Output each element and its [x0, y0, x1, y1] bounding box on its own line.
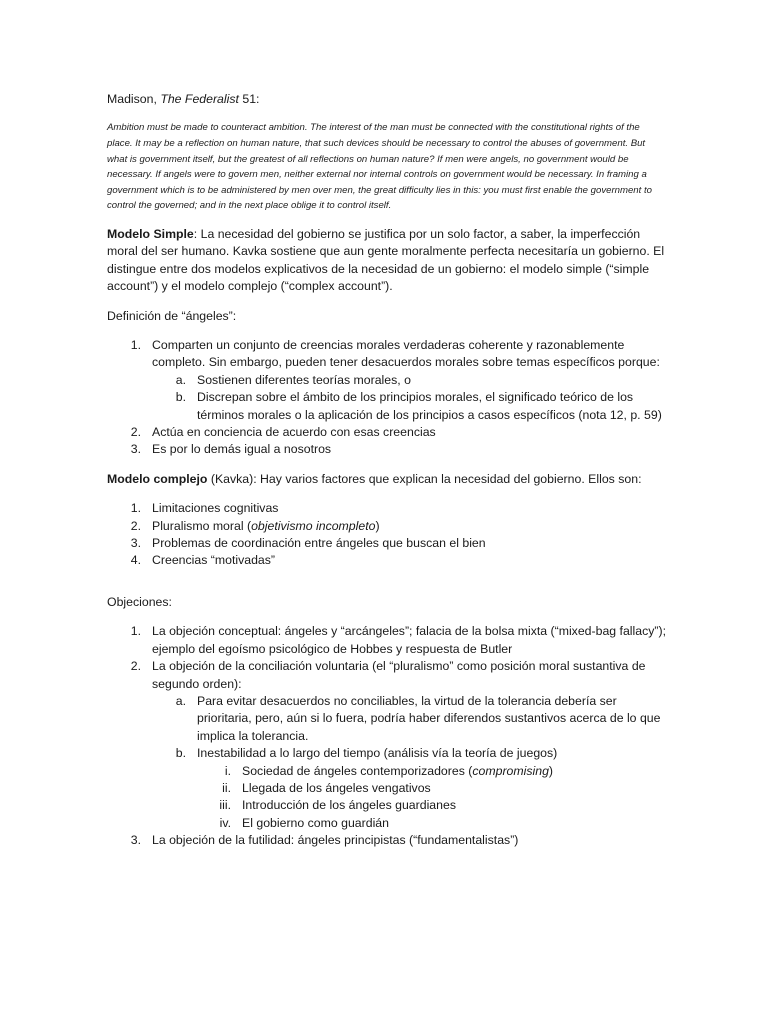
list-marker: 1.: [130, 338, 141, 352]
list-marker: 2.: [130, 425, 141, 440]
list-item-text: La objeción de la futilidad: ángeles principistas (“fundamentalistas”): [152, 833, 519, 848]
modelo-complejo-label: Modelo complejo: [107, 471, 208, 486]
list-item: [107, 658, 667, 832]
list-item-text: Comparten un conjunto de creencias morales verdaderas coherente y razonablemente completo. Sin embargo, pueden tener desacuerdos morales sobre temas específicos porque:: [152, 338, 660, 370]
list-item: [197, 780, 667, 797]
definicion-title: Definición de “ángeles”:: [107, 308, 237, 323]
list-marker: 1.: [130, 501, 141, 516]
list-item-text: Discrepan sobre el ámbito de los principios morales, el significado teórico de los términos morales o la aplicación de los principios a casos específicos (nota 12, p. 59): [197, 390, 662, 422]
list-item-text: El gobierno como guardián: [242, 815, 389, 830]
list-item: [197, 815, 667, 832]
list-item-text: Llegada de los ángeles vengativos: [242, 780, 431, 795]
heading-work-title: The Federalist: [160, 92, 239, 106]
list-marker: b.: [175, 746, 186, 761]
list-item: [152, 693, 667, 745]
list-item-text: La objeción conceptual: ángeles y “arcángeles”; falacia de la bolsa mixta (“mixed-bag fallacy”); ejemplo del egoísmo psicológico de Hobbes y respuesta de Butler: [152, 624, 667, 656]
federalist-quote: Ambition must be made to counteract ambition. The interest of the man must be connected with the constitutional rights of the place. It may be a reflection on human nature, that such devices should be necessary to control the abuses of government. But what is government itself, but the greatest of all reflections on human nature? If men were angels, no government would be necessary. If angels were to govern men, neither external nor internal controls on government would be necessary. In framing a government which is to be administered by men over men, the great difficulty lies in this: you must first enable the government to control the governed; and in the next place oblige it to control itself.: [107, 122, 652, 212]
list-marker: 4.: [130, 553, 141, 568]
list-item: [152, 372, 667, 389]
list-item-text: Para evitar desacuerdos no conciliables, la virtud de la tolerancia debería ser prioritaria, pero, aún si lo fuera, podría haber diferendos sustantivos acerca de lo que implica la tolerancia.: [197, 693, 661, 743]
list-item-text: Pluralismo moral (: [152, 518, 252, 533]
heading-author: Madison,: [107, 92, 161, 106]
modelo-simple-paragraph: [107, 226, 667, 296]
list-item-text: Es por lo demás igual a nosotros: [152, 442, 332, 457]
list-marker: 2.: [130, 659, 141, 674]
heading-number: 51:: [238, 92, 260, 106]
section-spacer: [107, 582, 667, 594]
objeciones-title: Objeciones:: [107, 594, 172, 609]
list-item: [107, 623, 667, 658]
list-marker: 3.: [130, 442, 141, 457]
list-item-italic-text: compromising: [472, 763, 549, 778]
list-item-text: Problemas de coordinación entre ángeles que buscan el bien: [152, 536, 486, 551]
list-item: [107, 518, 667, 535]
list-marker: a.: [175, 693, 186, 708]
list-item: [107, 535, 667, 552]
list-item: [107, 424, 667, 441]
definicion-list: [107, 337, 667, 459]
list-item-text: Introducción de los ángeles guardianes: [242, 798, 456, 813]
list-marker: 2.: [130, 518, 141, 533]
list-marker: 1.: [130, 624, 141, 639]
objeciones-subsublist: [197, 763, 667, 833]
list-marker: a.: [175, 372, 186, 387]
list-item-text: La objeción de la conciliación voluntaria (el “pluralismo” como posición moral sustantiva de segundo orden):: [152, 659, 646, 691]
modelo-complejo-text: (Kavka): Hay varios factores que explican la necesidad del gobierno. Ellos son:: [207, 471, 642, 486]
list-marker: b.: [175, 390, 186, 405]
list-item-text: Creencias “motivadas”: [152, 553, 276, 568]
modelo-simple-text: : La necesidad del gobierno se justifica por un solo factor, a saber, la imperfección moral del ser humano. Kavka sostiene que aun gente moralmente perfecta necesitaría un gobierno. El distingue entre dos modelos explicativos de la necesidad de un gobierno: el modelo simple (“simple account”) y el modelo complejo (“complex account”).: [107, 226, 665, 294]
list-item-text: Sostienen diferentes teorías morales, o: [197, 372, 411, 387]
quote-source-heading: [107, 91, 667, 108]
list-item: [107, 500, 667, 517]
list-marker: 3.: [130, 536, 141, 551]
list-marker: i.: [224, 763, 231, 778]
list-item: [107, 832, 667, 849]
list-marker: ii.: [222, 780, 231, 795]
definicion-sublist: [152, 372, 667, 424]
modelo-simple-label: Modelo Simple: [107, 226, 194, 241]
list-item-text: ): [375, 518, 380, 533]
list-marker: iv.: [219, 815, 231, 830]
objeciones-sublist: [152, 693, 667, 832]
list-marker: 3.: [130, 833, 141, 848]
list-item-text: Sociedad de ángeles contemporizadores (: [242, 763, 473, 778]
list-marker: iii.: [219, 798, 231, 813]
list-item-text: Inestabilidad a lo largo del tiempo (análisis vía la teoría de juegos): [197, 746, 558, 761]
list-item: [152, 745, 667, 832]
modelo-complejo-list: [107, 500, 667, 570]
list-item-text: Actúa en conciencia de acuerdo con esas creencias: [152, 425, 436, 440]
document-page: [107, 91, 667, 862]
list-item-text: ): [548, 763, 554, 778]
list-item-text: Limitaciones cognitivas: [152, 501, 279, 516]
list-item: [152, 389, 667, 424]
list-item: [197, 797, 667, 814]
list-item: [107, 441, 667, 458]
list-item-italic-text: objetivismo incompleto: [251, 518, 376, 533]
objeciones-list: [107, 623, 667, 849]
list-item: [107, 552, 667, 569]
list-item: [107, 337, 667, 424]
modelo-complejo-paragraph: [107, 471, 667, 488]
list-item: [197, 763, 667, 780]
